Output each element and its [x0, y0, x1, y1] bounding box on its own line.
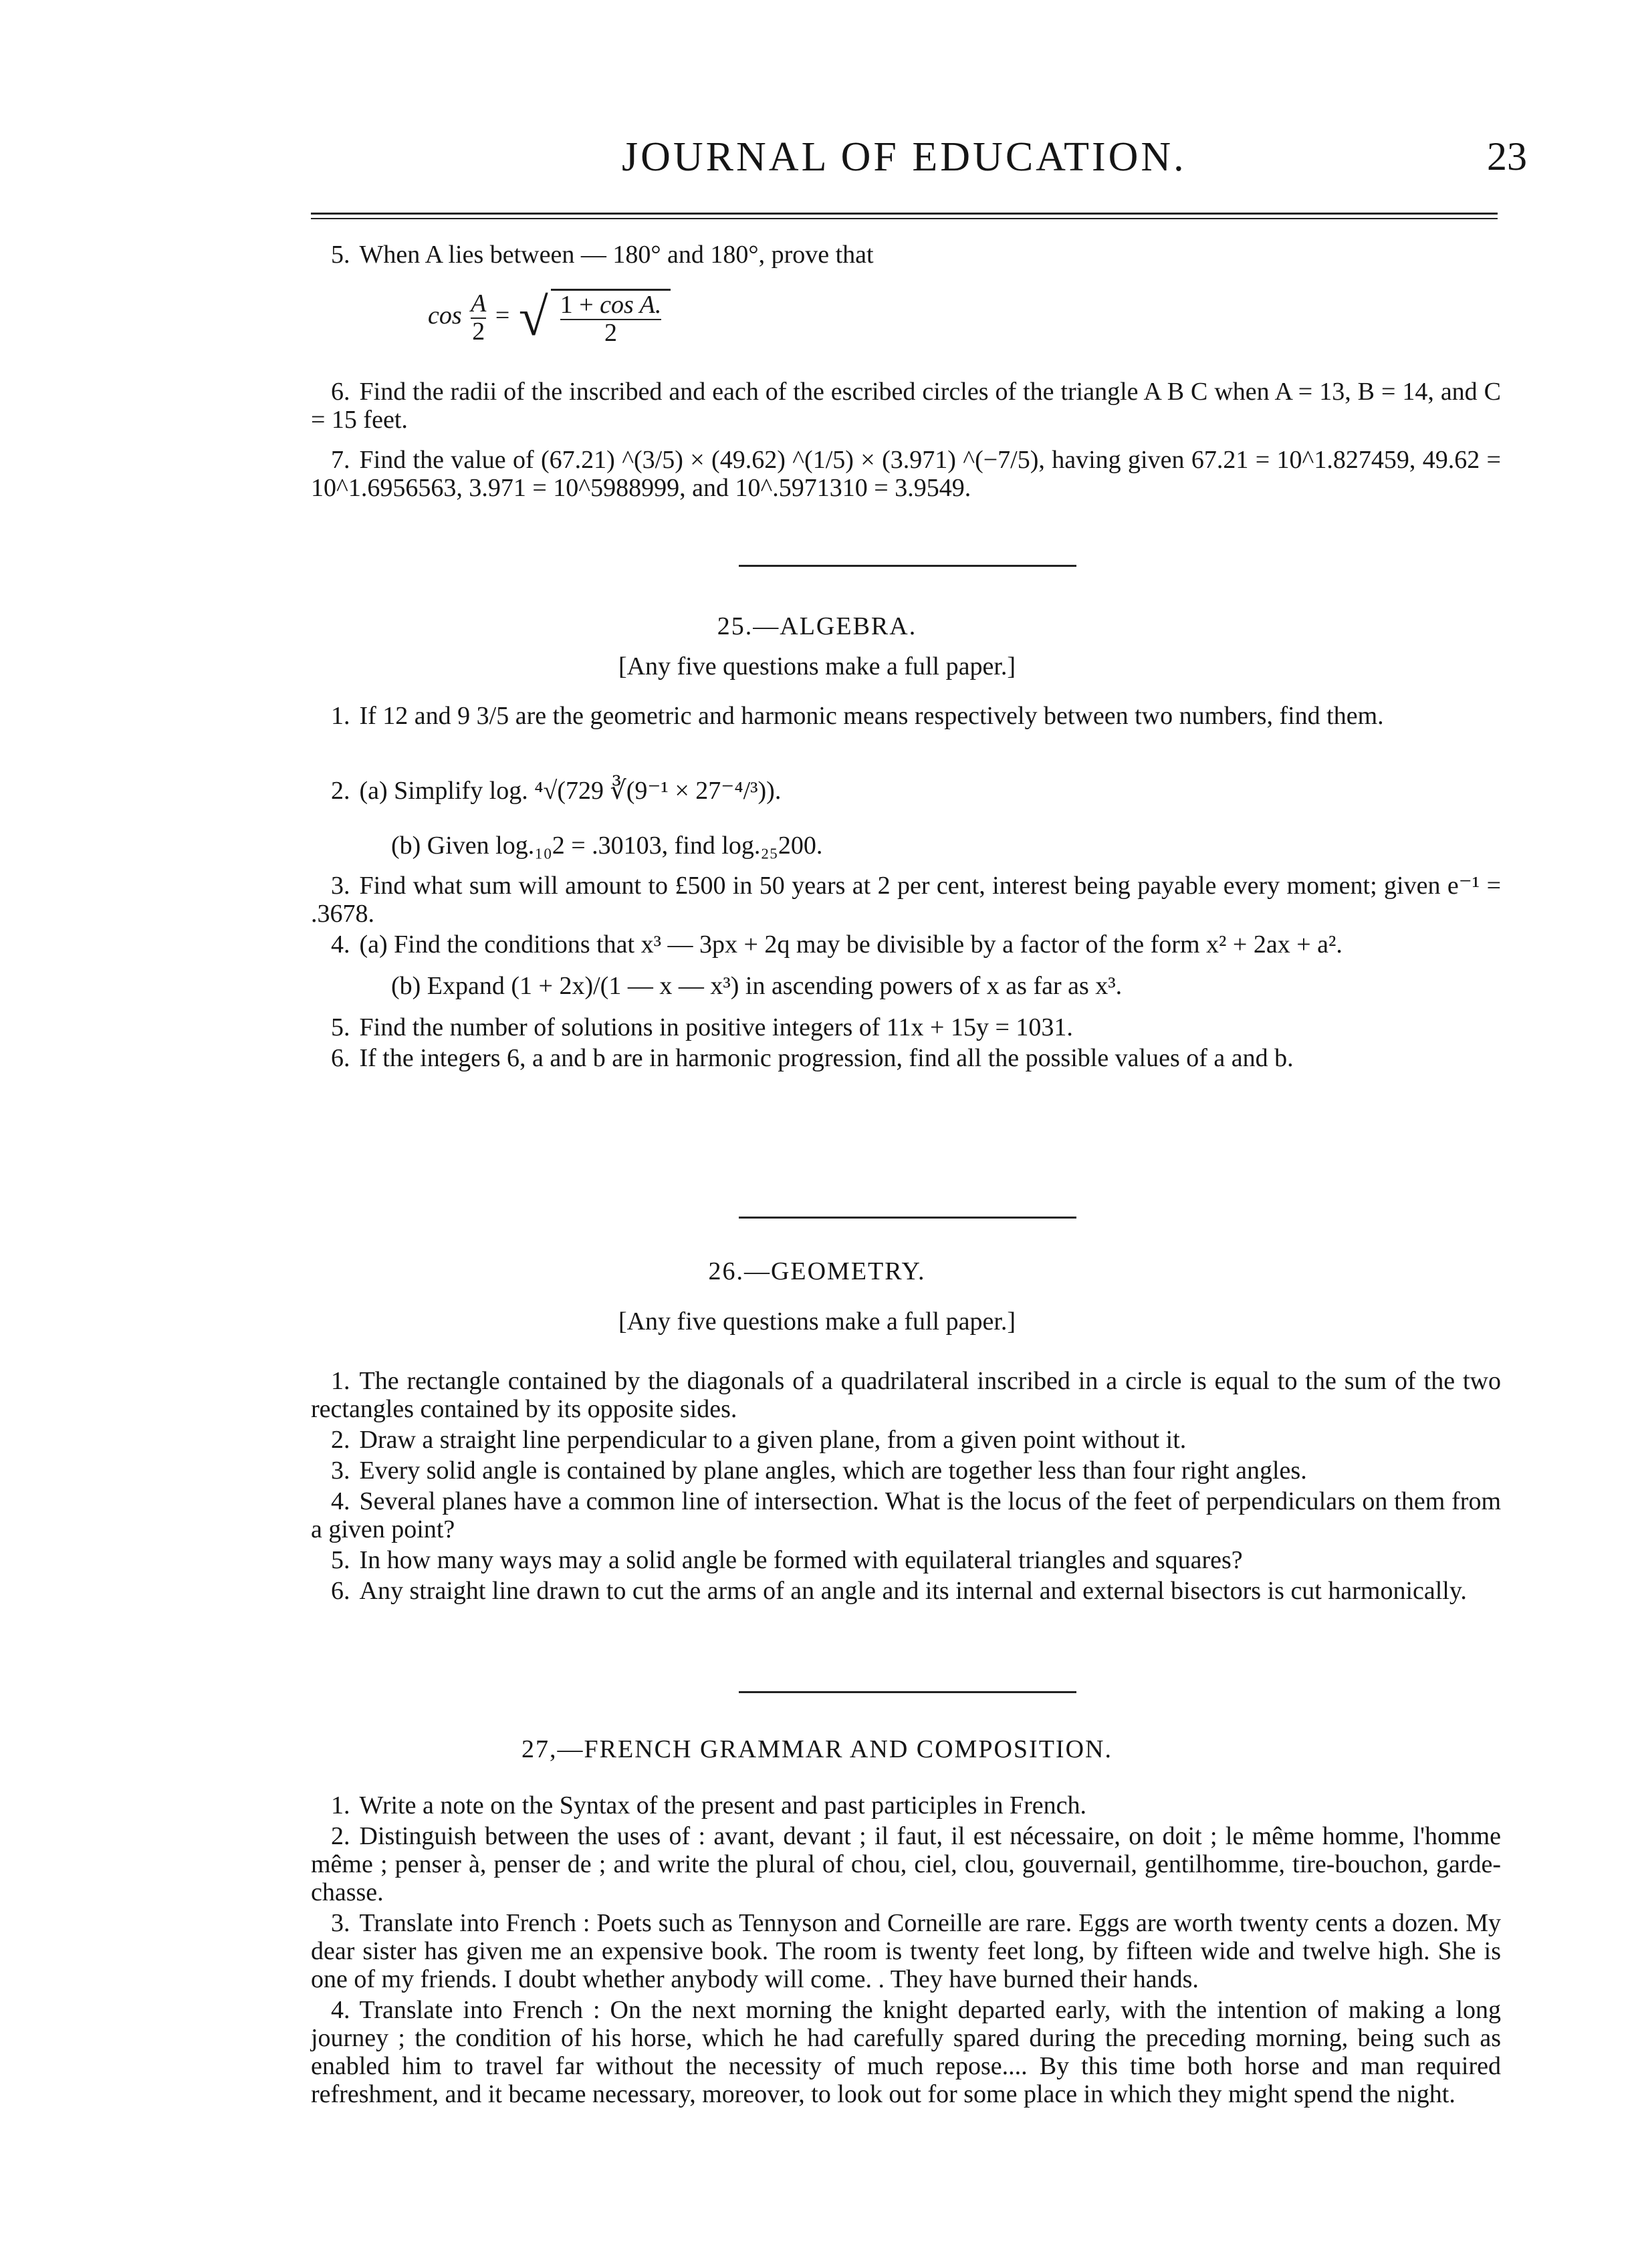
geometry-note: [Any five questions make a full paper.]: [618, 1307, 1016, 1336]
geometry-question-1: 1. The rectangle contained by the diagonals of a quadrilateral inscribed in a circle is equal to the sum of the two rectangles contained by its opposite sides.: [311, 1367, 1501, 1423]
header-rule-thin: [311, 218, 1498, 219]
algebra-question-5: 5. Find the number of solutions in positive integers of 11x + 15y = 1031.: [331, 1013, 1073, 1041]
geometry-questions: [311, 1367, 1501, 1608]
french-question-1: 1. Write a note on the Syntax of the present and past participles in French.: [331, 1791, 1086, 1819]
algebra-question-6: 6. If the integers 6, a and b are in harmonic progression, find all the possible values of a and b.: [331, 1044, 1294, 1072]
french-questions: [311, 1791, 1501, 2111]
trig-questions-cont: [311, 378, 1501, 505]
algebra-note: [Any five questions make a full paper.]: [618, 652, 1016, 680]
question-6: 6. Find the radii of the inscribed and each of the escribed circles of the triangle A B C when A = 13, B = 14, and C = 15 feet.: [311, 378, 1501, 434]
question-5: 5. When A lies between — 180° and 180°, prove that: [331, 241, 874, 269]
geometry-question-5: 5. In how many ways may a solid angle be formed with equilateral triangles and squares?: [331, 1546, 1243, 1574]
algebra-question-1: 1. If 12 and 9 3/5 are the geometric and harmonic means respectively between two numbers, find them.: [331, 702, 1384, 730]
french-question-4: 4. Translate into French : On the next morning the knight departed early, with the intention of making a long journey ; the condition of his horse, which he had carefully spared during the preceding morning, being such as enabled him to travel far without the necessity of much repose.... By this time both horse and man required refreshment, and it became necessary, moreover, to look out for some place in which they might spend the night.: [311, 1996, 1501, 2108]
algebra-title: 25.—ALGEBRA.: [717, 612, 917, 640]
french-title: 27,—FRENCH GRAMMAR AND COMPOSITION.: [521, 1735, 1113, 1763]
geometry-question-4: 4. Several planes have a common line of intersection. What is the locus of the feet of perpendiculars on them from a given point?: [311, 1487, 1501, 1543]
page-number: 23: [1487, 134, 1527, 178]
geometry-question-6: 6. Any straight line drawn to cut the arms of an angle and its internal and external bisectors is cut harmonically.: [331, 1577, 1467, 1605]
french-question-2: 2. Distinguish between the uses of : avant, devant ; il faut, il est nécessaire, on doit ; le même homme, l'homme même ; penser à, penser de ; and write the plural of chou, ciel, clou, gouvernail, gentilhomme, tire-bouchon, garde-chasse.: [311, 1822, 1501, 1906]
question-7: 7. Find the value of (67.21) ^(3/5) × (49.62) ^(1/5) × (3.971) ^(−7/5), having given 67.21 = 10^1.827459, 49.62 = 10^1.6956563, 3.971 = 10^5988999, and 10^.5971310 = 3.9549.: [311, 446, 1501, 502]
section-divider: [739, 1691, 1076, 1693]
section-divider: [739, 1217, 1076, 1219]
geometry-question-2: 2. Draw a straight line perpendicular to a given plane, from a given point without it.: [331, 1426, 1187, 1454]
french-question-3: 3. Translate into French : Poets such as Tennyson and Corneille are rare. Eggs are worth twenty cents a dozen. My dear sister has given me an expensive book. The room is twenty feet long, by fifteen wide and twelve high. She is one of my friends. I doubt whether anybody will come. . They have burned their hands.: [311, 1909, 1501, 1993]
section-divider: [739, 565, 1076, 567]
algebra-question-4a: 4. (a) Find the conditions that x³ — 3px + 2q may be divisible by a factor of the form x² + 2ax + a².: [331, 930, 1343, 959]
algebra-questions: [311, 702, 1501, 1075]
algebra-question-3: 3. Find what sum will amount to £500 in 50 years at 2 per cent, interest being payable every moment; given e⁻¹ = .3678.: [311, 872, 1501, 928]
algebra-question-2a: 2. (a) Simplify log. ⁴√(729 ∛(9⁻¹ × 27⁻⁴/³)).: [331, 777, 782, 805]
algebra-question-4b: (b) Expand (1 + 2x)/(1 — x — x³) in ascending powers of x as far as x³.: [391, 972, 1123, 1000]
trig-questions: [311, 241, 1501, 271]
algebra-question-2b: (b) Given log.₁₀2 = .30103, find log.₂₅200.: [391, 832, 823, 860]
geometry-title: 26.—GEOMETRY.: [708, 1257, 926, 1285]
geometry-question-3: 3. Every solid angle is contained by plane angles, which are together less than four right angles.: [331, 1457, 1307, 1485]
cos-half-angle-formula: cos $\frac{A}{2}$ = √ $\frac{\text{1 + cos A.}}{2}$: [428, 287, 671, 348]
journal-title: JOURNAL OF EDUCATION.: [622, 134, 1187, 180]
running-head: [308, 127, 1527, 194]
header-rule: [311, 213, 1498, 215]
